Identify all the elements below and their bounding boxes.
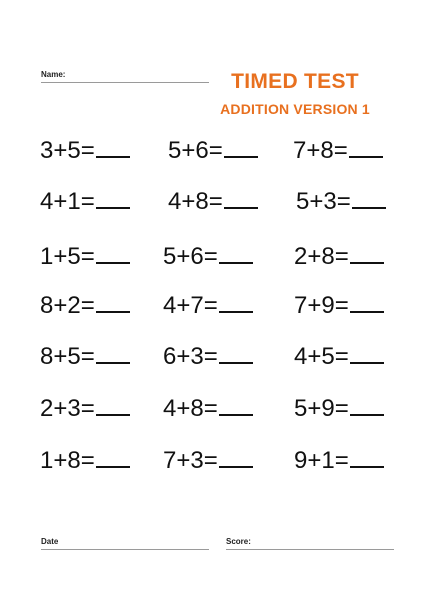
- answer-blank[interactable]: [350, 444, 384, 468]
- answer-blank[interactable]: [96, 185, 130, 209]
- answer-blank[interactable]: [350, 289, 384, 313]
- page-title: TIMED TEST: [231, 70, 359, 93]
- problem-item: [40, 289, 130, 320]
- answer-blank[interactable]: [219, 240, 253, 264]
- page-subtitle: ADDITION VERSION 1: [220, 101, 370, 117]
- score-line[interactable]: [226, 549, 394, 550]
- answer-blank[interactable]: [352, 185, 386, 209]
- problem-expression: 3+5=: [40, 137, 95, 164]
- name-line[interactable]: [41, 82, 209, 83]
- answer-blank[interactable]: [224, 134, 258, 158]
- problem-expression: 1+8=: [40, 447, 95, 474]
- answer-blank[interactable]: [219, 392, 253, 416]
- problem-expression: 5+6=: [163, 243, 218, 270]
- problem-item: [163, 392, 253, 423]
- answer-blank[interactable]: [224, 185, 258, 209]
- problem-item: [294, 340, 384, 371]
- date-line[interactable]: [41, 549, 209, 550]
- problem-item: [40, 392, 130, 423]
- problem-item: [40, 134, 130, 165]
- problem-item: [294, 240, 384, 271]
- problem-expression: 8+5=: [40, 343, 95, 370]
- problem-expression: 4+8=: [163, 395, 218, 422]
- answer-blank[interactable]: [96, 134, 130, 158]
- problem-item: [294, 444, 384, 475]
- problem-expression: 4+1=: [40, 188, 95, 215]
- answer-blank[interactable]: [219, 289, 253, 313]
- answer-blank[interactable]: [219, 444, 253, 468]
- problem-item: [40, 444, 130, 475]
- problem-expression: 5+3=: [296, 188, 351, 215]
- problem-expression: 4+7=: [163, 292, 218, 319]
- answer-blank[interactable]: [96, 240, 130, 264]
- answer-blank[interactable]: [349, 134, 383, 158]
- answer-blank[interactable]: [96, 444, 130, 468]
- score-label: Score:: [226, 537, 251, 546]
- problem-item: [168, 134, 258, 165]
- answer-blank[interactable]: [96, 289, 130, 313]
- answer-blank[interactable]: [96, 392, 130, 416]
- problem-item: [40, 340, 130, 371]
- problem-item: [293, 134, 383, 165]
- problem-item: [40, 240, 130, 271]
- problem-expression: 7+9=: [294, 292, 349, 319]
- problem-expression: 2+8=: [294, 243, 349, 270]
- problem-item: [294, 392, 384, 423]
- problem-item: [294, 289, 384, 320]
- problem-expression: 1+5=: [40, 243, 95, 270]
- problem-item: [168, 185, 258, 216]
- answer-blank[interactable]: [350, 240, 384, 264]
- problem-expression: 8+2=: [40, 292, 95, 319]
- name-label: Name:: [41, 70, 66, 79]
- problem-expression: 7+8=: [293, 137, 348, 164]
- answer-blank[interactable]: [350, 392, 384, 416]
- problem-expression: 6+3=: [163, 343, 218, 370]
- date-label: Date: [41, 537, 59, 546]
- problem-expression: 2+3=: [40, 395, 95, 422]
- problem-item: [163, 340, 253, 371]
- answer-blank[interactable]: [219, 340, 253, 364]
- problem-expression: 4+8=: [168, 188, 223, 215]
- answer-blank[interactable]: [96, 340, 130, 364]
- problem-expression: 5+9=: [294, 395, 349, 422]
- problem-expression: 9+1=: [294, 447, 349, 474]
- problem-item: [296, 185, 386, 216]
- answer-blank[interactable]: [350, 340, 384, 364]
- problem-item: [163, 289, 253, 320]
- problem-expression: 5+6=: [168, 137, 223, 164]
- problem-expression: 4+5=: [294, 343, 349, 370]
- problem-item: [163, 444, 253, 475]
- problem-item: [163, 240, 253, 271]
- problem-item: [40, 185, 130, 216]
- problem-expression: 7+3=: [163, 447, 218, 474]
